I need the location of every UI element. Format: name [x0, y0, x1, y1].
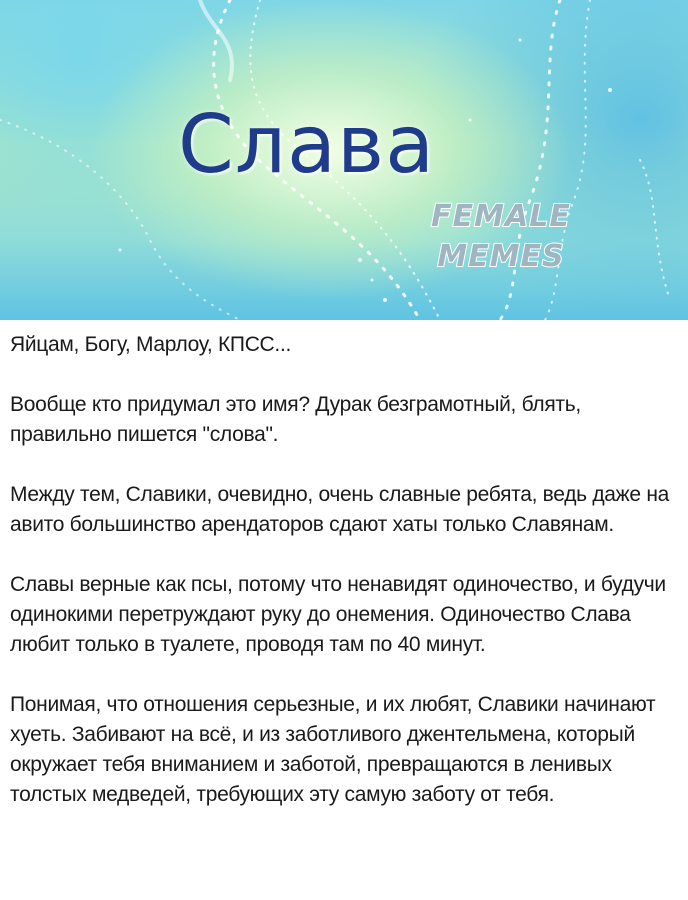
- paragraph: Понимая, что отношения серьезные, и их любят, Славики начинают хуеть. Забивают на всё, и из заботливого джентельмена, который окружает тебя вниманием и заботой, превращаются в ленивых толстых медведей, требующих эту самую заботу от тебя.: [10, 693, 656, 806]
- svg-text:MEMES: MEMES: [437, 239, 565, 274]
- banner-title: Слава: [178, 98, 436, 191]
- female-memes-watermark: [416, 190, 586, 280]
- paragraph: Вообще кто придумал это имя? Дурак безграмотный, блять, правильно пишется "слова".: [10, 393, 581, 446]
- paragraph: Яйцам, Богу, Марлоу, КПСС...: [10, 333, 292, 356]
- svg-text:FEMALE: FEMALE: [431, 199, 571, 234]
- header-banner: [0, 0, 688, 320]
- paragraph: Славы верные как псы, потому что ненавидят одиночество, и будучи одинокими перетруждают руку до онемения. Одиночество Слава любит только в туалете, проводя там по 40 минут.: [10, 573, 666, 656]
- paragraph: Между тем, Славики, очевидно, очень славные ребята, ведь даже на авито большинство арендаторов сдают хаты только Славянам.: [10, 483, 670, 536]
- article-body: [10, 330, 686, 840]
